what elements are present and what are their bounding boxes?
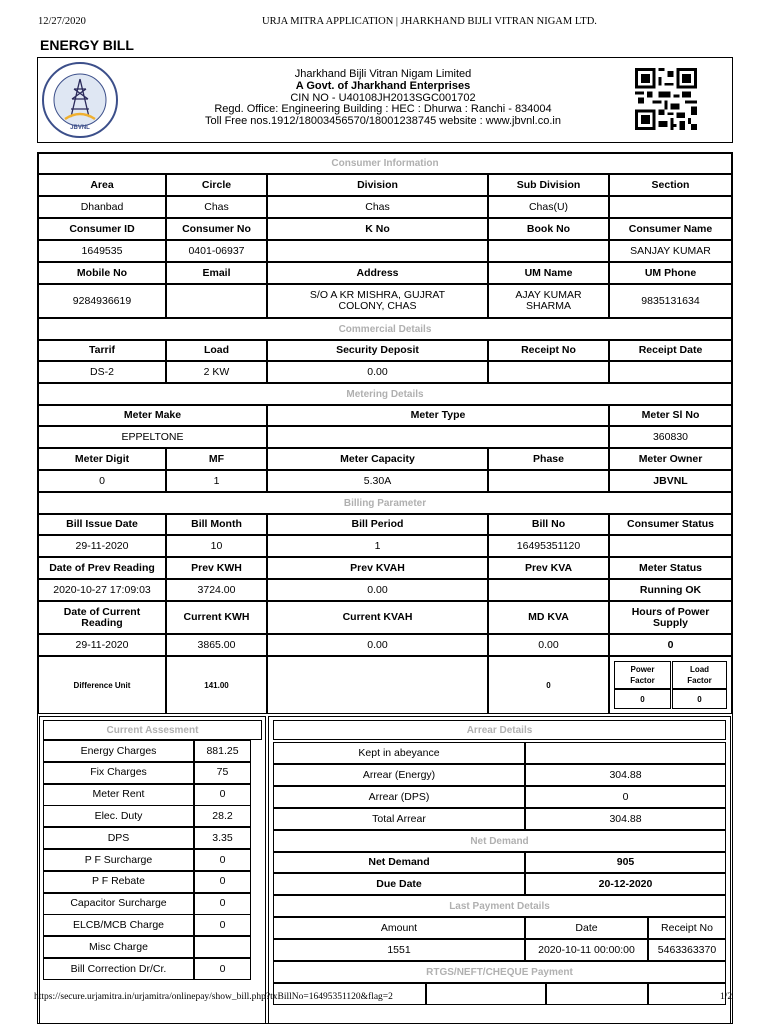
- header-area: Area: [38, 174, 166, 196]
- header-meter-make: Meter Make: [38, 405, 267, 426]
- bill-title: ENERGY BILL: [40, 37, 134, 53]
- header-payment-receipt: Receipt No: [648, 917, 726, 939]
- rtgs-cell-4: [648, 983, 726, 1005]
- company-cin: CIN NO - U40108JH2013SGC001702: [290, 91, 476, 104]
- current-assessment-label: Misc Charge: [43, 936, 194, 958]
- arrear-value: 304.88: [525, 808, 726, 830]
- header-md-kva: MD KVA: [488, 601, 609, 634]
- header-bill-period: Bill Period: [267, 514, 488, 535]
- value-address: S/O A KR MISHRA, GUJRAT COLONY, CHAS: [267, 284, 488, 318]
- value-receipt-date: [609, 361, 732, 383]
- current-assessment-value: 75: [194, 762, 251, 784]
- current-assessment-value: 0: [194, 893, 251, 915]
- arrear-label: Arrear (Energy): [273, 764, 525, 786]
- current-assessment-value: 0: [194, 958, 251, 980]
- current-assessment-value: [194, 936, 251, 958]
- print-date: 12/27/2020: [38, 16, 86, 27]
- company-contact: Toll Free nos.1912/18003456570/18001238745 website : www.jbvnl.co.in: [205, 115, 561, 128]
- current-assessment-value: 0: [194, 784, 251, 806]
- section-commercial-details: Commercial Details: [38, 318, 732, 340]
- header-meter-owner: Meter Owner: [609, 448, 732, 470]
- section-last-payment: Last Payment Details: [273, 895, 726, 917]
- value-md-kva: 0.00: [488, 634, 609, 656]
- header-email: Email: [166, 262, 267, 284]
- label-power-factor: Power Factor: [614, 661, 671, 689]
- header-consumer-status: Consumer Status: [609, 514, 732, 535]
- value-section: [609, 196, 732, 218]
- header-receipt-no: Receipt No: [488, 340, 609, 361]
- svg-text:JBVNL: JBVNL: [70, 125, 90, 131]
- value-due-date: 20-12-2020: [525, 873, 726, 895]
- header-date-current-reading: Date of Current Reading: [38, 601, 166, 634]
- header-consumer-id: Consumer ID: [38, 218, 166, 240]
- company-office: Regd. Office: Engineering Building : HEC : Dhurwa : Ranchi - 834004: [214, 103, 552, 116]
- header-hours-power-supply: Hours of Power Supply: [609, 601, 732, 634]
- value-load: 2 KW: [166, 361, 267, 383]
- value-current-kvah: 0.00: [267, 634, 488, 656]
- header-bill-month: Bill Month: [166, 514, 267, 535]
- arrear-label: Total Arrear: [273, 808, 525, 830]
- header-mobile-no: Mobile No: [38, 262, 166, 284]
- value-prev-kva: [488, 579, 609, 601]
- section-arrear-details: Arrear Details: [273, 720, 726, 740]
- value-meter-type: [267, 426, 609, 448]
- value-consumer-status: [609, 535, 732, 557]
- value-consumer-name: SANJAY KUMAR: [609, 240, 732, 262]
- value-security-deposit: 0.00: [267, 361, 488, 383]
- current-assessment-value: 0: [194, 914, 251, 936]
- value-meter-sl-no: 360830: [609, 426, 732, 448]
- value-bill-issue-date: 29-11-2020: [38, 535, 166, 557]
- section-billing-parameter: Billing Parameter: [38, 492, 732, 514]
- print-page-number: 1/2: [720, 992, 733, 1002]
- current-assessment-value: 3.35: [194, 827, 251, 849]
- arrear-value: 304.88: [525, 764, 726, 786]
- header-date-prev-reading: Date of Prev Reading: [38, 557, 166, 579]
- header-bill-issue-date: Bill Issue Date: [38, 514, 166, 535]
- value-date-prev-reading: 2020-10-27 17:09:03: [38, 579, 166, 601]
- current-assessment-label: ELCB/MCB Charge: [43, 914, 194, 936]
- header-prev-kva: Prev KVA: [488, 557, 609, 579]
- header-consumer-name: Consumer Name: [609, 218, 732, 240]
- difference-md-value: 0: [488, 656, 609, 714]
- value-um-phone: 9835131634: [609, 284, 732, 318]
- value-tarrif: DS-2: [38, 361, 166, 383]
- value-net-demand: 905: [525, 852, 726, 873]
- current-assessment-label: Elec. Duty: [43, 805, 194, 827]
- label-due-date: Due Date: [273, 873, 525, 895]
- value-hours-power-supply: 0: [609, 634, 732, 656]
- header-prev-kwh: Prev KWH: [166, 557, 267, 579]
- value-power-factor: 0: [614, 689, 671, 709]
- value-current-kwh: 3865.00: [166, 634, 267, 656]
- value-sub-division: Chas(U): [488, 196, 609, 218]
- jbvnl-logo: [41, 61, 119, 139]
- arrear-label: Arrear (DPS): [273, 786, 525, 808]
- header-meter-capacity: Meter Capacity: [267, 448, 488, 470]
- value-payment-date: 2020-10-11 00:00:00: [525, 939, 648, 961]
- current-assessment-label: P F Surcharge: [43, 849, 194, 871]
- current-assessment-label: Capacitor Surcharge: [43, 893, 194, 915]
- rtgs-cell-3: [546, 983, 648, 1005]
- header-k-no: K No: [267, 218, 488, 240]
- header-meter-sl-no: Meter Sl No: [609, 405, 732, 426]
- current-assessment-label: Bill Correction Dr/Cr.: [43, 958, 194, 980]
- company-info: [148, 69, 618, 128]
- header-phase: Phase: [488, 448, 609, 470]
- header-um-phone: UM Phone: [609, 262, 732, 284]
- difference-cell-empty: [267, 656, 488, 714]
- value-k-no: [267, 240, 488, 262]
- value-phase: [488, 470, 609, 492]
- header-current-kvah: Current KVAH: [267, 601, 488, 634]
- value-area: Dhanbad: [38, 196, 166, 218]
- arrear-value: 0: [525, 786, 726, 808]
- value-meter-status: Running OK: [609, 579, 732, 601]
- arrear-value: [525, 742, 726, 764]
- value-consumer-no: 0401-06937: [166, 240, 267, 262]
- label-net-demand: Net Demand: [273, 852, 525, 873]
- header-meter-digit: Meter Digit: [38, 448, 166, 470]
- current-assessment-value: 28.2: [194, 805, 251, 827]
- header-division: Division: [267, 174, 488, 196]
- value-prev-kwh: 3724.00: [166, 579, 267, 601]
- section-current-assessment: Current Assesment: [43, 720, 262, 740]
- current-assessment-label: Fix Charges: [43, 762, 194, 784]
- header-consumer-no: Consumer No: [166, 218, 267, 240]
- arrear-label: Kept in abeyance: [273, 742, 525, 764]
- header-prev-kvah: Prev KVAH: [267, 557, 488, 579]
- header-load: Load: [166, 340, 267, 361]
- qr-code: [632, 68, 700, 130]
- header-sub-division: Sub Division: [488, 174, 609, 196]
- bill-body: [37, 152, 733, 1024]
- value-difference-unit: 141.00: [166, 656, 267, 714]
- current-assessment-value: 881.25: [194, 740, 251, 762]
- print-title: URJA MITRA APPLICATION | JHARKHAND BIJLI VITRAN NIGAM LTD.: [262, 16, 597, 27]
- value-consumer-id: 1649535: [38, 240, 166, 262]
- current-assessment-label: Meter Rent: [43, 784, 194, 806]
- section-metering-details: Metering Details: [38, 383, 732, 405]
- value-receipt-no: [488, 361, 609, 383]
- header-um-name: UM Name: [488, 262, 609, 284]
- value-load-factor: 0: [672, 689, 727, 709]
- section-net-demand: Net Demand: [273, 830, 726, 852]
- value-um-name: AJAY KUMAR SHARMA: [488, 284, 609, 318]
- value-book-no: [488, 240, 609, 262]
- header-payment-date: Date: [525, 917, 648, 939]
- value-meter-capacity: 5.30A: [267, 470, 488, 492]
- header-tarrif: Tarrif: [38, 340, 166, 361]
- value-mf: 1: [166, 470, 267, 492]
- value-bill-no: 16495351120: [488, 535, 609, 557]
- header-security-deposit: Security Deposit: [267, 340, 488, 361]
- header-bill-no: Bill No: [488, 514, 609, 535]
- print-url: https://secure.urjamitra.in/urjamitra/onlinepay/show_bill.php?txBillNo=16495351120&flag=2: [34, 992, 393, 1002]
- current-assessment-value: 0: [194, 849, 251, 871]
- current-assessment-label: DPS: [43, 827, 194, 849]
- value-division: Chas: [267, 196, 488, 218]
- section-consumer-information: Consumer Information: [38, 153, 732, 174]
- label-load-factor: Load Factor: [672, 661, 727, 689]
- value-prev-kvah: 0.00: [267, 579, 488, 601]
- header-address: Address: [267, 262, 488, 284]
- header-payment-amount: Amount: [273, 917, 525, 939]
- value-bill-month: 10: [166, 535, 267, 557]
- header-circle: Circle: [166, 174, 267, 196]
- value-date-current-reading: 29-11-2020: [38, 634, 166, 656]
- company-govt: A Govt. of Jharkhand Enterprises: [295, 79, 471, 92]
- value-meter-make: EPPELTONE: [38, 426, 267, 448]
- section-rtgs-payment: RTGS/NEFT/CHEQUE Payment: [273, 961, 726, 983]
- header-current-kwh: Current KWH: [166, 601, 267, 634]
- value-meter-digit: 0: [38, 470, 166, 492]
- value-payment-amount: 1551: [273, 939, 525, 961]
- value-circle: Chas: [166, 196, 267, 218]
- company-header: [37, 57, 733, 143]
- header-book-no: Book No: [488, 218, 609, 240]
- value-mobile-no: 9284936619: [38, 284, 166, 318]
- value-meter-owner: JBVNL: [609, 470, 732, 492]
- header-mf: MF: [166, 448, 267, 470]
- label-difference-unit: Difference Unit: [38, 656, 166, 714]
- current-assessment-label: Energy Charges: [43, 740, 194, 762]
- header-section: Section: [609, 174, 732, 196]
- value-bill-period: 1: [267, 535, 488, 557]
- current-assessment-value: 0: [194, 871, 251, 893]
- value-payment-receipt: 5463363370: [648, 939, 726, 961]
- rtgs-cell-2: [426, 983, 546, 1005]
- company-name: Jharkhand Bijli Vitran Nigam Limited: [294, 68, 472, 80]
- value-email: [166, 284, 267, 318]
- header-receipt-date: Receipt Date: [609, 340, 732, 361]
- header-meter-type: Meter Type: [267, 405, 609, 426]
- header-meter-status: Meter Status: [609, 557, 732, 579]
- current-assessment-label: P F Rebate: [43, 871, 194, 893]
